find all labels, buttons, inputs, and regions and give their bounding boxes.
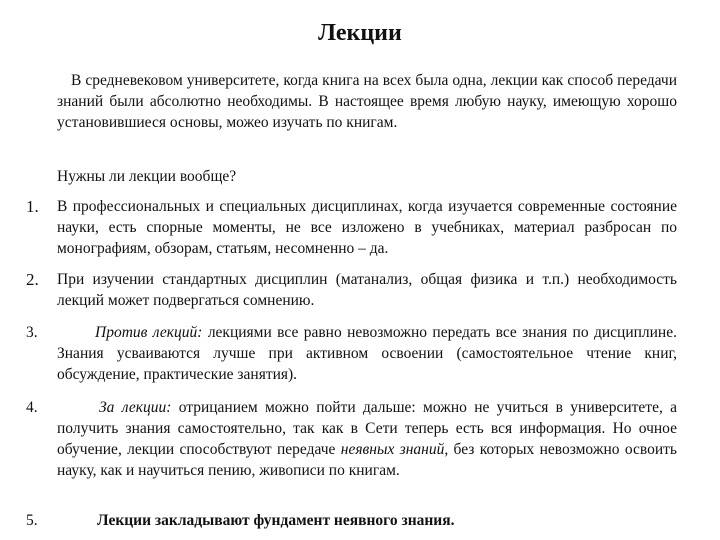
item-4-paragraph bbox=[57, 397, 677, 481]
item-5-text: Лекции закладывают фундамент неявного знания. bbox=[97, 512, 455, 529]
item-4-text-a: отрицанием можно пойти дальше: можно не учиться в университете, а получить знания самостоятельно, так как в Сети теперь есть вся информация. Но очное обучение, лекции способствуют передаче bbox=[57, 399, 677, 458]
item-3-text: лекциями все равно невозможно передать все знания по дисциплине. Знания усваиваются лучше при активном освоении (самостоятельное чтение книг, обсуждение, практические занятия). bbox=[57, 324, 677, 383]
item-2-text: При изучении стандартных дисциплин (матанализ, общая физика и т.п.) необходимость лекций может подвергаться сомнению. bbox=[57, 271, 677, 309]
item-4-number: 4. bbox=[26, 399, 38, 416]
item-5-number: 5. bbox=[26, 512, 38, 529]
item-4-lead: За лекции: bbox=[99, 399, 172, 416]
question-line: Нужны ли лекции вообще? bbox=[57, 168, 237, 185]
item-4-emphasis: неявных знаний bbox=[340, 441, 445, 458]
item-3-lead: Против лекций: bbox=[95, 324, 203, 341]
item-3-number: 3. bbox=[26, 324, 38, 341]
intro-paragraph: В средневековом университете, когда книга на всех была одна, лекции как способ передачи знаний были абсолютно необходимы. В настоящее время любую науку, имеющую хорошо установившиеся основы, можео изучать по книгам. bbox=[57, 72, 677, 131]
item-4-text-b: , без которых невозможно освоить науку, как и научиться пению, живописи по книгам. bbox=[57, 441, 677, 479]
item-2-number: 2. bbox=[26, 270, 39, 289]
page-title: Лекции bbox=[318, 20, 402, 46]
item-1-number: 1. bbox=[26, 197, 39, 216]
item-3-paragraph bbox=[57, 322, 677, 385]
item-1-text: В профессиональных и специальных дисциплинах, когда изучается современные состояние науки, есть спорные моменты, не все изложено в учебниках, материал разбросан по монографиям, обзорам, статьям, несомненно – да. bbox=[57, 198, 677, 257]
